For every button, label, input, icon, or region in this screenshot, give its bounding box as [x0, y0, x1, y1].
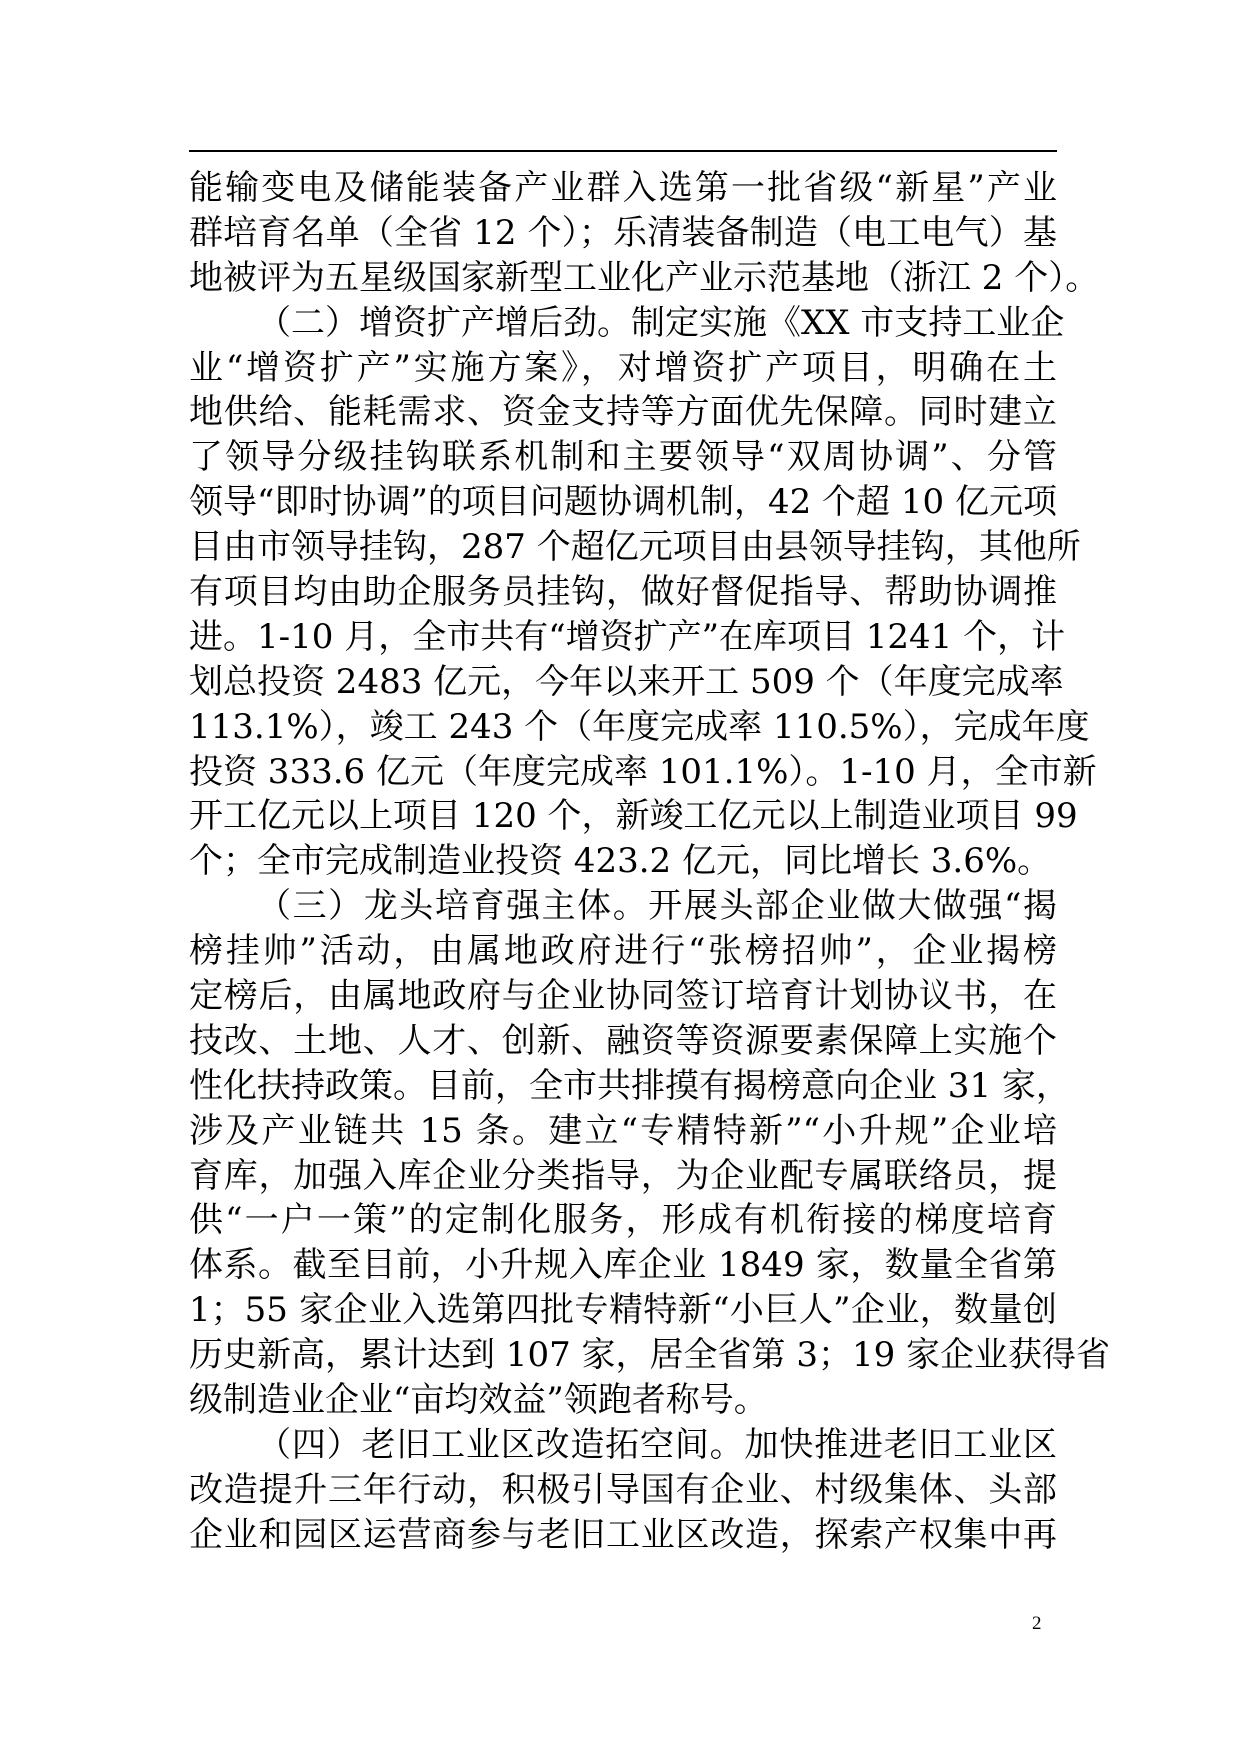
text-line: 领导“即时协调”的项目问题协调机制，42 个超 10 亿元项	[189, 482, 1057, 523]
text-line: 投资 333.6 亿元（年度完成率 101.1%）。1-10 月，全市新	[189, 751, 1097, 792]
text-line: 历史新高，累计达到 107 家，居全省第 3；19 家企业获得省	[189, 1335, 1111, 1376]
text-line: 地被评为五星级国家新型工业化产业示范基地（浙江 2 个）。	[189, 257, 1100, 298]
document-body	[189, 166, 1111, 1558]
text-line: 体系。截至目前，小升规入库企业 1849 家，数量全省第	[189, 1245, 1057, 1286]
text-line: 技改、土地、人才、创新、融资等资源要素保障上实施个	[189, 1020, 1057, 1061]
text-line: 进。1-10 月，全市共有“增资扩产”在库项目 1241 个，计	[189, 616, 1066, 657]
text-line: 育库，加强入库企业分类指导，为企业配专属联络员，提	[189, 1155, 1057, 1196]
text-line: 业“增资扩产”实施方案》，对增资扩产项目，明确在土	[189, 347, 1057, 388]
text-line: 定榜后，由属地政府与企业协同签订培育计划协议书，在	[189, 976, 1057, 1017]
text-line: 113.1%），竣工 243 个（年度完成率 110.5%），完成年度	[189, 706, 1090, 747]
text-line: 有项目均由助企服务员挂钩，做好督促指导、帮助协调推	[189, 572, 1057, 613]
paragraph-heading-line: （四）老旧工业区改造拓空间。加快推进老旧工业区	[257, 1424, 1057, 1465]
text-line: 个；全市完成制造业投资 423.2 亿元，同比增长 3.6%。	[189, 841, 1052, 882]
text-line: 能输变电及储能装备产业群入选第一批省级“新星”产业	[189, 168, 1057, 208]
paragraph-heading-line: （三）龙头培育强主体。开展头部企业做大做强“揭	[257, 886, 1057, 927]
paragraph-heading-line: （二）增资扩产增后劲。制定实施《XX 市支持工业企	[257, 302, 1065, 343]
text-line: 企业和园区运营商参与老旧工业区改造，探索产权集中再	[189, 1514, 1057, 1555]
text-line: 开工亿元以上项目 120 个，新竣工亿元以上制造业项目 99	[189, 796, 1078, 837]
text-line: 划总投资 2483 亿元，今年以来开工 509 个（年度完成率	[189, 661, 1064, 702]
text-line: 涉及产业链共 15 条。建立“专精特新”“小升规”企业培	[189, 1110, 1057, 1151]
text-line: 了领导分级挂钩联系机制和主要领导“双周协调”、分管	[189, 437, 1057, 478]
text-line: 目由市领导挂钩，287 个超亿元项目由县领导挂钩，其他所	[189, 527, 1081, 568]
text-line: 地供给、能耗需求、资金支持等方面优先保障。同时建立	[189, 392, 1057, 433]
text-line: 榜挂帅”活动，由属地政府进行“张榜招帅”，企业揭榜	[189, 931, 1057, 972]
page-number: 2	[1032, 1613, 1042, 1634]
text-line: 群培育名单（全省 12 个）；乐清装备制造（电工电气）基	[189, 212, 1057, 253]
text-line: 性化扶持政策。目前，全市共排摸有揭榜意向企业 31 家，	[189, 1065, 1070, 1106]
text-line: 级制造业企业“亩均效益”领跑者称号。	[189, 1380, 768, 1421]
text-line: 1；55 家企业入选第四批专精特新“小巨人”企业，数量创	[189, 1290, 1057, 1331]
header-rule	[189, 150, 1057, 152]
text-line: 改造提升三年行动，积极引导国有企业、村级集体、头部	[189, 1469, 1057, 1510]
text-line: 供“一户一策”的定制化服务，形成有机衔接的梯度培育	[189, 1200, 1057, 1241]
